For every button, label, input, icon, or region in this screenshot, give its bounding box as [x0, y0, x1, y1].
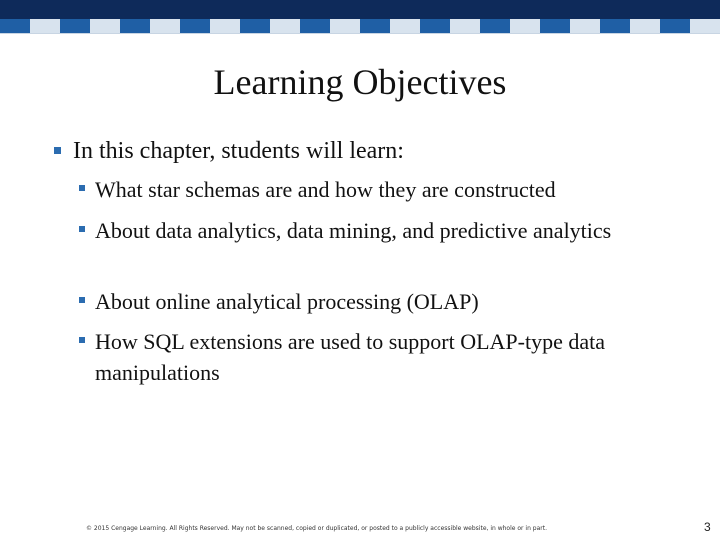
intro-text: In this chapter, students will learn:: [73, 138, 404, 164]
copyright-notice: © 2015 Cengage Learning. All Rights Reserved. May not be scanned, copied or duplicated, or posted to a publicly accessible website, in whole or in part.: [86, 525, 547, 532]
header-block: [240, 19, 270, 33]
header-block: [270, 19, 300, 33]
intro-bullet: [54, 136, 694, 166]
header-block: [180, 19, 210, 33]
square-bullet-icon: [79, 297, 85, 303]
header-block: [600, 19, 630, 33]
header-pattern: [0, 19, 720, 33]
square-bullet-icon: [79, 185, 85, 191]
objective-item: [79, 326, 679, 388]
objective-text: What star schemas are and how they are constructed: [95, 177, 556, 202]
objective-text: About data analytics, data mining, and predictive analytics: [95, 218, 612, 243]
square-bullet-icon: [54, 147, 61, 154]
objective-item: [79, 286, 679, 317]
objective-item: [79, 174, 679, 205]
header-block: [480, 19, 510, 33]
header-block: [0, 19, 30, 33]
header-block: [450, 19, 480, 33]
header-block: [120, 19, 150, 33]
header-block: [330, 19, 360, 33]
objective-item: [79, 215, 679, 246]
header-block: [360, 19, 390, 33]
objective-text: About online analytical processing (OLAP): [95, 289, 479, 314]
header-block: [630, 19, 660, 33]
header-block: [150, 19, 180, 33]
header-block: [660, 19, 690, 33]
header-block: [210, 19, 240, 33]
header-block: [390, 19, 420, 33]
header-block: [30, 19, 60, 33]
header-block: [570, 19, 600, 33]
objective-text: How SQL extensions are used to support OLAP-type data manipulations: [95, 329, 605, 385]
header-block: [690, 19, 720, 33]
header-bar: [0, 0, 720, 19]
page-number: 3: [704, 520, 711, 534]
header-block: [60, 19, 90, 33]
square-bullet-icon: [79, 226, 85, 232]
header-block: [540, 19, 570, 33]
slide-title: Learning Objectives: [213, 62, 507, 102]
header-block: [90, 19, 120, 33]
header-block: [300, 19, 330, 33]
square-bullet-icon: [79, 337, 85, 343]
header-block: [420, 19, 450, 33]
header-divider: [0, 33, 720, 34]
header-block: [510, 19, 540, 33]
